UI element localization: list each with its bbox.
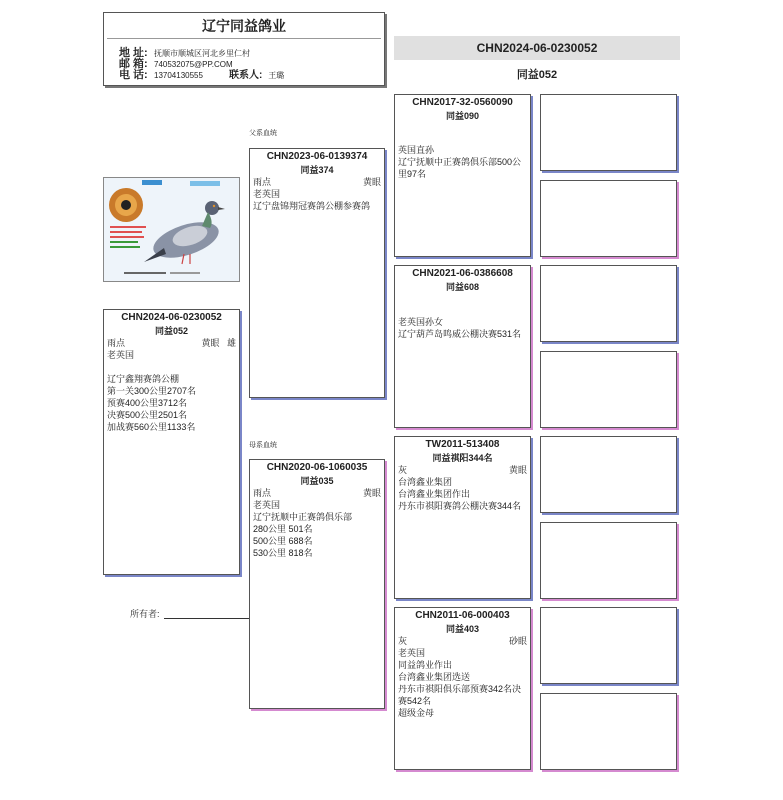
gp4-color-eye-row	[395, 635, 530, 647]
gp1-line: 英国直孙	[398, 145, 435, 155]
gp4-line: 超级金母	[398, 708, 435, 718]
sire-color-eye-row	[250, 176, 384, 188]
great-grandparent-box	[540, 265, 677, 342]
sire-name: 同益374	[300, 165, 334, 175]
subject-line: 辽宁鑫翔赛鸽公棚	[107, 374, 180, 384]
sire-line-label: 父系血统	[249, 130, 277, 137]
address-label: 地 址:	[119, 47, 148, 59]
subject-line: 预赛400公里3712名	[107, 398, 188, 408]
great-grandparent-box	[540, 607, 677, 684]
great-grandparent-box	[540, 351, 677, 428]
dam-eye: 黄眼	[362, 488, 381, 498]
subject-pigeon-card	[103, 309, 240, 575]
contact-label: 联系人:	[228, 70, 263, 81]
dam-name: 同益035	[300, 476, 334, 486]
pigeon-photo	[103, 177, 240, 282]
dam-line-label: 母系血统	[249, 442, 277, 449]
gp1-line: 里97名	[398, 169, 427, 179]
main-pigeon-name: 同益052	[516, 69, 558, 81]
subject-line: 加战赛560公里1133名	[107, 422, 196, 432]
gp3-color: 灰	[398, 465, 408, 475]
gp3-eye: 黄眼	[508, 465, 527, 475]
granddam-maternal-card	[394, 607, 531, 770]
dam-line: 500公里 688名	[253, 536, 313, 546]
gp4-eye: 砂眼	[508, 636, 527, 646]
gp4-line: 同益鸽业作出	[398, 660, 453, 670]
subject-line: 决赛500公里2501名	[107, 410, 188, 420]
sire-line: 辽宁盘锦翔冠赛鸽公棚参赛鸽	[253, 201, 371, 211]
contact-value: 王璐	[268, 71, 285, 80]
sire-line: 老英国	[253, 189, 281, 199]
email-label: 邮 箱:	[119, 58, 148, 70]
gp4-line: 赛542名	[398, 696, 432, 706]
dam-line: 老英国	[253, 500, 281, 510]
subject-color-eye-row	[104, 337, 239, 349]
dam-card	[249, 459, 385, 709]
gp3-line: 台湾鑫业集团作出	[398, 489, 471, 499]
sire-eye: 黄眼	[362, 177, 381, 187]
address-row	[119, 44, 384, 59]
grandsire-maternal-card	[394, 436, 531, 599]
gp3-line: 台湾鑫业集团	[398, 477, 453, 487]
gp4-line: 老英国	[398, 648, 426, 658]
gp4-line: 丹东市祺阳俱乐部预赛342名决	[398, 684, 522, 694]
pigeon-photo-icon	[104, 178, 239, 281]
gp2-line: 辽宁葫芦岛鸣威公棚决赛531名	[398, 329, 522, 339]
gp4-color: 灰	[398, 636, 408, 646]
dam-line: 辽宁抚顺中正赛鸽俱乐部	[253, 512, 353, 522]
sire-ring: CHN2023-06-0139374	[266, 151, 368, 162]
gp2-ring: CHN2021-06-0386608	[412, 268, 513, 279]
great-grandparent-box	[540, 180, 677, 257]
great-grandparent-box	[540, 693, 677, 770]
granddam-paternal-card	[394, 265, 531, 428]
owner-field	[130, 607, 254, 620]
main-ring-banner: CHN2024-06-0230052	[394, 36, 680, 60]
email-value: 740532075@PP.COM	[154, 60, 233, 69]
gp3-ring: TW2011-513408	[425, 439, 500, 450]
dam-color: 雨点	[253, 488, 272, 498]
subject-line	[104, 361, 239, 373]
owner-label: 所有者:	[130, 609, 160, 619]
great-grandparent-box	[540, 522, 677, 599]
gp2-name: 同益608	[445, 282, 480, 292]
gp4-name: 同益403	[445, 624, 480, 634]
phone-value: 13704130555	[154, 71, 203, 80]
subject-sex: 雄	[226, 338, 236, 348]
dam-line: 280公里 501名	[253, 524, 313, 534]
gp4-ring: CHN2011-06-000403	[415, 610, 510, 621]
sire-color: 雨点	[253, 177, 272, 187]
grandsire-paternal-card	[394, 94, 531, 257]
gp3-name: 同益祺阳344名	[432, 453, 493, 463]
loft-title: 辽宁同益鸽业	[107, 13, 381, 39]
owner-signature-line	[164, 618, 254, 619]
dam-color-eye-row	[250, 487, 384, 499]
dam-line: 530公里 818名	[253, 548, 313, 558]
dam-ring: CHN2020-06-1060035	[266, 462, 368, 473]
gp1-name: 同益090	[445, 111, 480, 121]
sire-card	[249, 148, 385, 398]
great-grandparent-box	[540, 436, 677, 513]
gp3-line: 丹东市祺阳赛鸽公棚决赛344名	[398, 501, 522, 511]
loft-header-card	[103, 12, 385, 86]
gp3-color-eye-row	[395, 464, 530, 476]
phone-label: 电 话:	[119, 69, 148, 81]
subject-name: 同益052	[154, 326, 189, 336]
subject-color: 雨点	[107, 338, 126, 348]
gp2-line: 老英国孙女	[398, 317, 444, 327]
gp1-ring: CHN2017-32-0560090	[412, 97, 513, 108]
gp4-line: 台湾鑫业集团选送	[398, 672, 471, 682]
address-value: 抚顺市顺城区河北乡里仁村	[154, 49, 250, 58]
subject-ring: CHN2024-06-0230052	[121, 312, 222, 323]
subject-line: 第一关300公里2707名	[107, 386, 197, 396]
subject-line: 老英国	[107, 350, 135, 360]
gp1-line: 辽宁抚顺中正赛鸽俱乐部500公	[398, 157, 522, 167]
great-grandparent-box	[540, 94, 677, 171]
subject-eye: 黄眼	[201, 338, 220, 348]
